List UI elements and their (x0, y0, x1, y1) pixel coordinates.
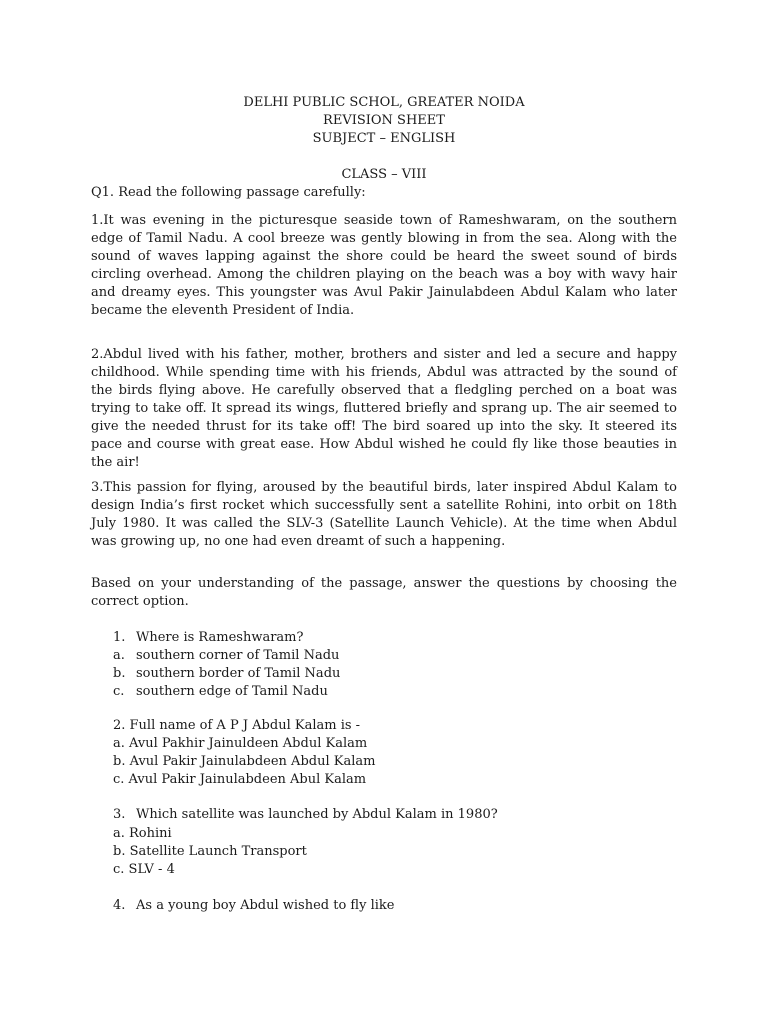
question-1-number: 1. (113, 630, 126, 645)
passage-paragraph-2: 2.Abdul lived with his father, mother, brothers and sister and led a secure and happy childhood. While spending time with his friends, Abdul was attracted by the sound of the birds flying above. He carefully observed that a fledgling perched on a boat was trying to take off. It spread its wings, fluttered briefly and sprang up. The air seemed to give the needed thrust for its take off! The bird soared up into the sky. It steered its pace and course with great ease. How Abdul wished he could fly like those beauties in the air! (91, 347, 677, 470)
question-2-option-a: a. Avul Pakhir Jainuldeen Abdul Kalam (113, 736, 368, 751)
question-1-option-b (113, 665, 340, 683)
subject-title: SUBJECT – ENGLISH (312, 131, 456, 146)
question-4 (113, 897, 394, 915)
option-text: southern border of Tamil Nadu (136, 666, 341, 681)
question-1 (113, 629, 303, 647)
option-text: southern corner of Tamil Nadu (136, 648, 340, 663)
option-mark: c. (113, 684, 125, 699)
option-text: southern edge of Tamil Nadu (136, 684, 328, 699)
question-3-option-c: c. SLV - 4 (113, 862, 175, 877)
option-mark: b. (113, 666, 126, 681)
school-name: DELHI PUBLIC SCHOL, GREATER NOIDA (243, 95, 525, 110)
question-4-text: As a young boy Abdul wished to fly like (136, 898, 395, 913)
question-1-text: Where is Rameshwaram? (136, 630, 304, 645)
question-intro: Based on your understanding of the passage, answer the questions by choosing the correct option. (91, 576, 677, 609)
question-3-text: Which satellite was launched by Abdul Kalam in 1980? (136, 807, 498, 822)
question-1-option-a (113, 647, 339, 665)
question-2-text: 2. Full name of A P J Abdul Kalam is - (113, 718, 361, 733)
option-mark: a. (113, 648, 125, 663)
question-4-number: 4. (113, 898, 126, 913)
passage-paragraph-1: 1.It was evening in the picturesque seaside town of Rameshwaram, on the southern edge of Tamil Nadu. A cool breeze was gently blowing in from the sea. Along with the sound of waves lapping against the shore could be heard the sweet sound of birds circling overhead. Among the children playing on the beach was a boy with wavy hair and dreamy eyes. This youngster was Avul Pakir Jainulabdeen Abdul Kalam who later became the eleventh President of India. (91, 213, 677, 318)
question-1-option-c (113, 683, 328, 701)
question-3-option-b: b. Satellite Launch Transport (113, 844, 307, 859)
passage-paragraph-3: 3.This passion for flying, aroused by the beautiful birds, later inspired Abdul Kalam to design India’s first rocket which successfully sent a satellite Rohini, into orbit on 18th July 1980. It was called the SLV-3 (Satellite Launch Vehicle). At the time when Abdul was growing up, no one had even dreamt of such a happening. (91, 480, 677, 549)
question-3 (113, 806, 498, 824)
question-2-option-c: c. Avul Pakir Jainulabdeen Abul Kalam (113, 772, 367, 787)
class-title: CLASS – VIII (341, 167, 427, 182)
question-2-option-b: b. Avul Pakir Jainulabdeen Abdul Kalam (113, 754, 376, 769)
question-instruction: Q1. Read the following passage carefully: (91, 185, 366, 200)
sheet-title: REVISION SHEET (323, 113, 445, 128)
question-3-number: 3. (113, 807, 126, 822)
question-3-option-a: a. Rohini (113, 826, 172, 841)
